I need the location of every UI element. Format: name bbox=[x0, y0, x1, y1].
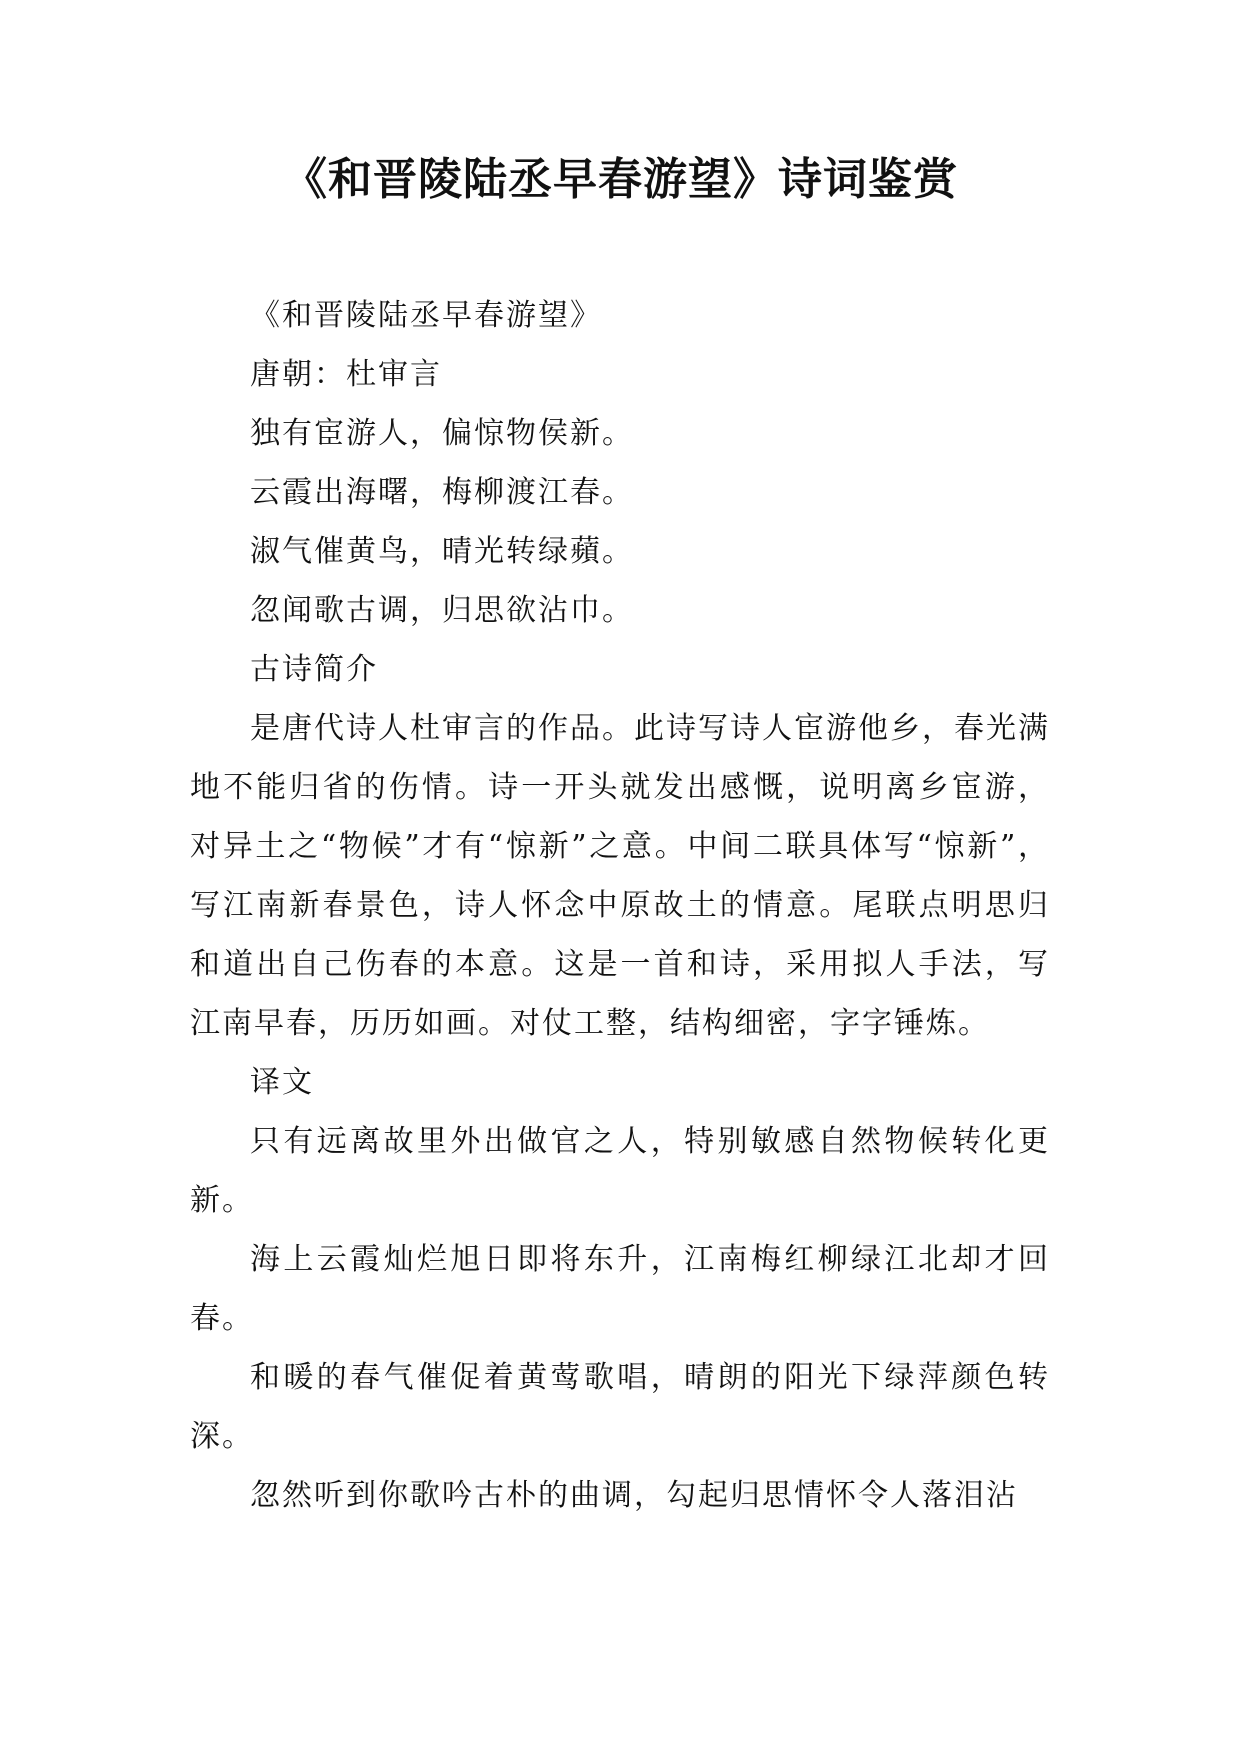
poem-line: 淑气催黄鸟，晴光转绿蘋。 bbox=[250, 534, 634, 569]
poem-author: 唐朝：杜审言 bbox=[250, 357, 442, 392]
document-title: 《和晋陵陆丞早春游望》诗词鉴赏 bbox=[283, 154, 958, 205]
intro-paragraph: 是唐代诗人杜审言的作品。此诗写诗人宦游他乡，春光满地不能归省的伤情。诗一开头就发出感慨，说明离乡宦游，对异土之“物候”才有“惊新”之意。中间二联具体写“惊新”，写江南新春景色，诗人怀念中原故土的情意。尾联点明思归和道出自己伤春的本意。这是一首和诗，采用拟人手法，写江南早春，历历如画。对仗工整，结构细密，字字锤炼。 bbox=[190, 711, 1050, 1041]
translation-paragraph: 只有远离故里外出做官之人，特别敏感自然物候转化更新。 bbox=[190, 1124, 1050, 1218]
translation-paragraph: 海上云霞灿烂旭日即将东升，江南梅红柳绿江北却才回春。 bbox=[190, 1242, 1050, 1336]
translation-paragraph: 忽然听到你歌吟古朴的曲调，勾起归思情怀令人落泪沾 bbox=[250, 1478, 1018, 1513]
document-body bbox=[190, 286, 1050, 1525]
poem-name: 《和晋陵陆丞早春游望》 bbox=[250, 298, 602, 333]
poem-line: 忽闻歌古调，归思欲沾巾。 bbox=[250, 593, 634, 628]
translation-paragraph: 和暖的春气催促着黄莺歌唱，晴朗的阳光下绿萍颜色转深。 bbox=[190, 1360, 1050, 1454]
intro-heading: 古诗简介 bbox=[250, 652, 378, 687]
translation-heading: 译文 bbox=[250, 1065, 314, 1100]
poem-line: 云霞出海曙，梅柳渡江春。 bbox=[250, 475, 634, 510]
poem-line: 独有宦游人，偏惊物侯新。 bbox=[250, 416, 634, 451]
